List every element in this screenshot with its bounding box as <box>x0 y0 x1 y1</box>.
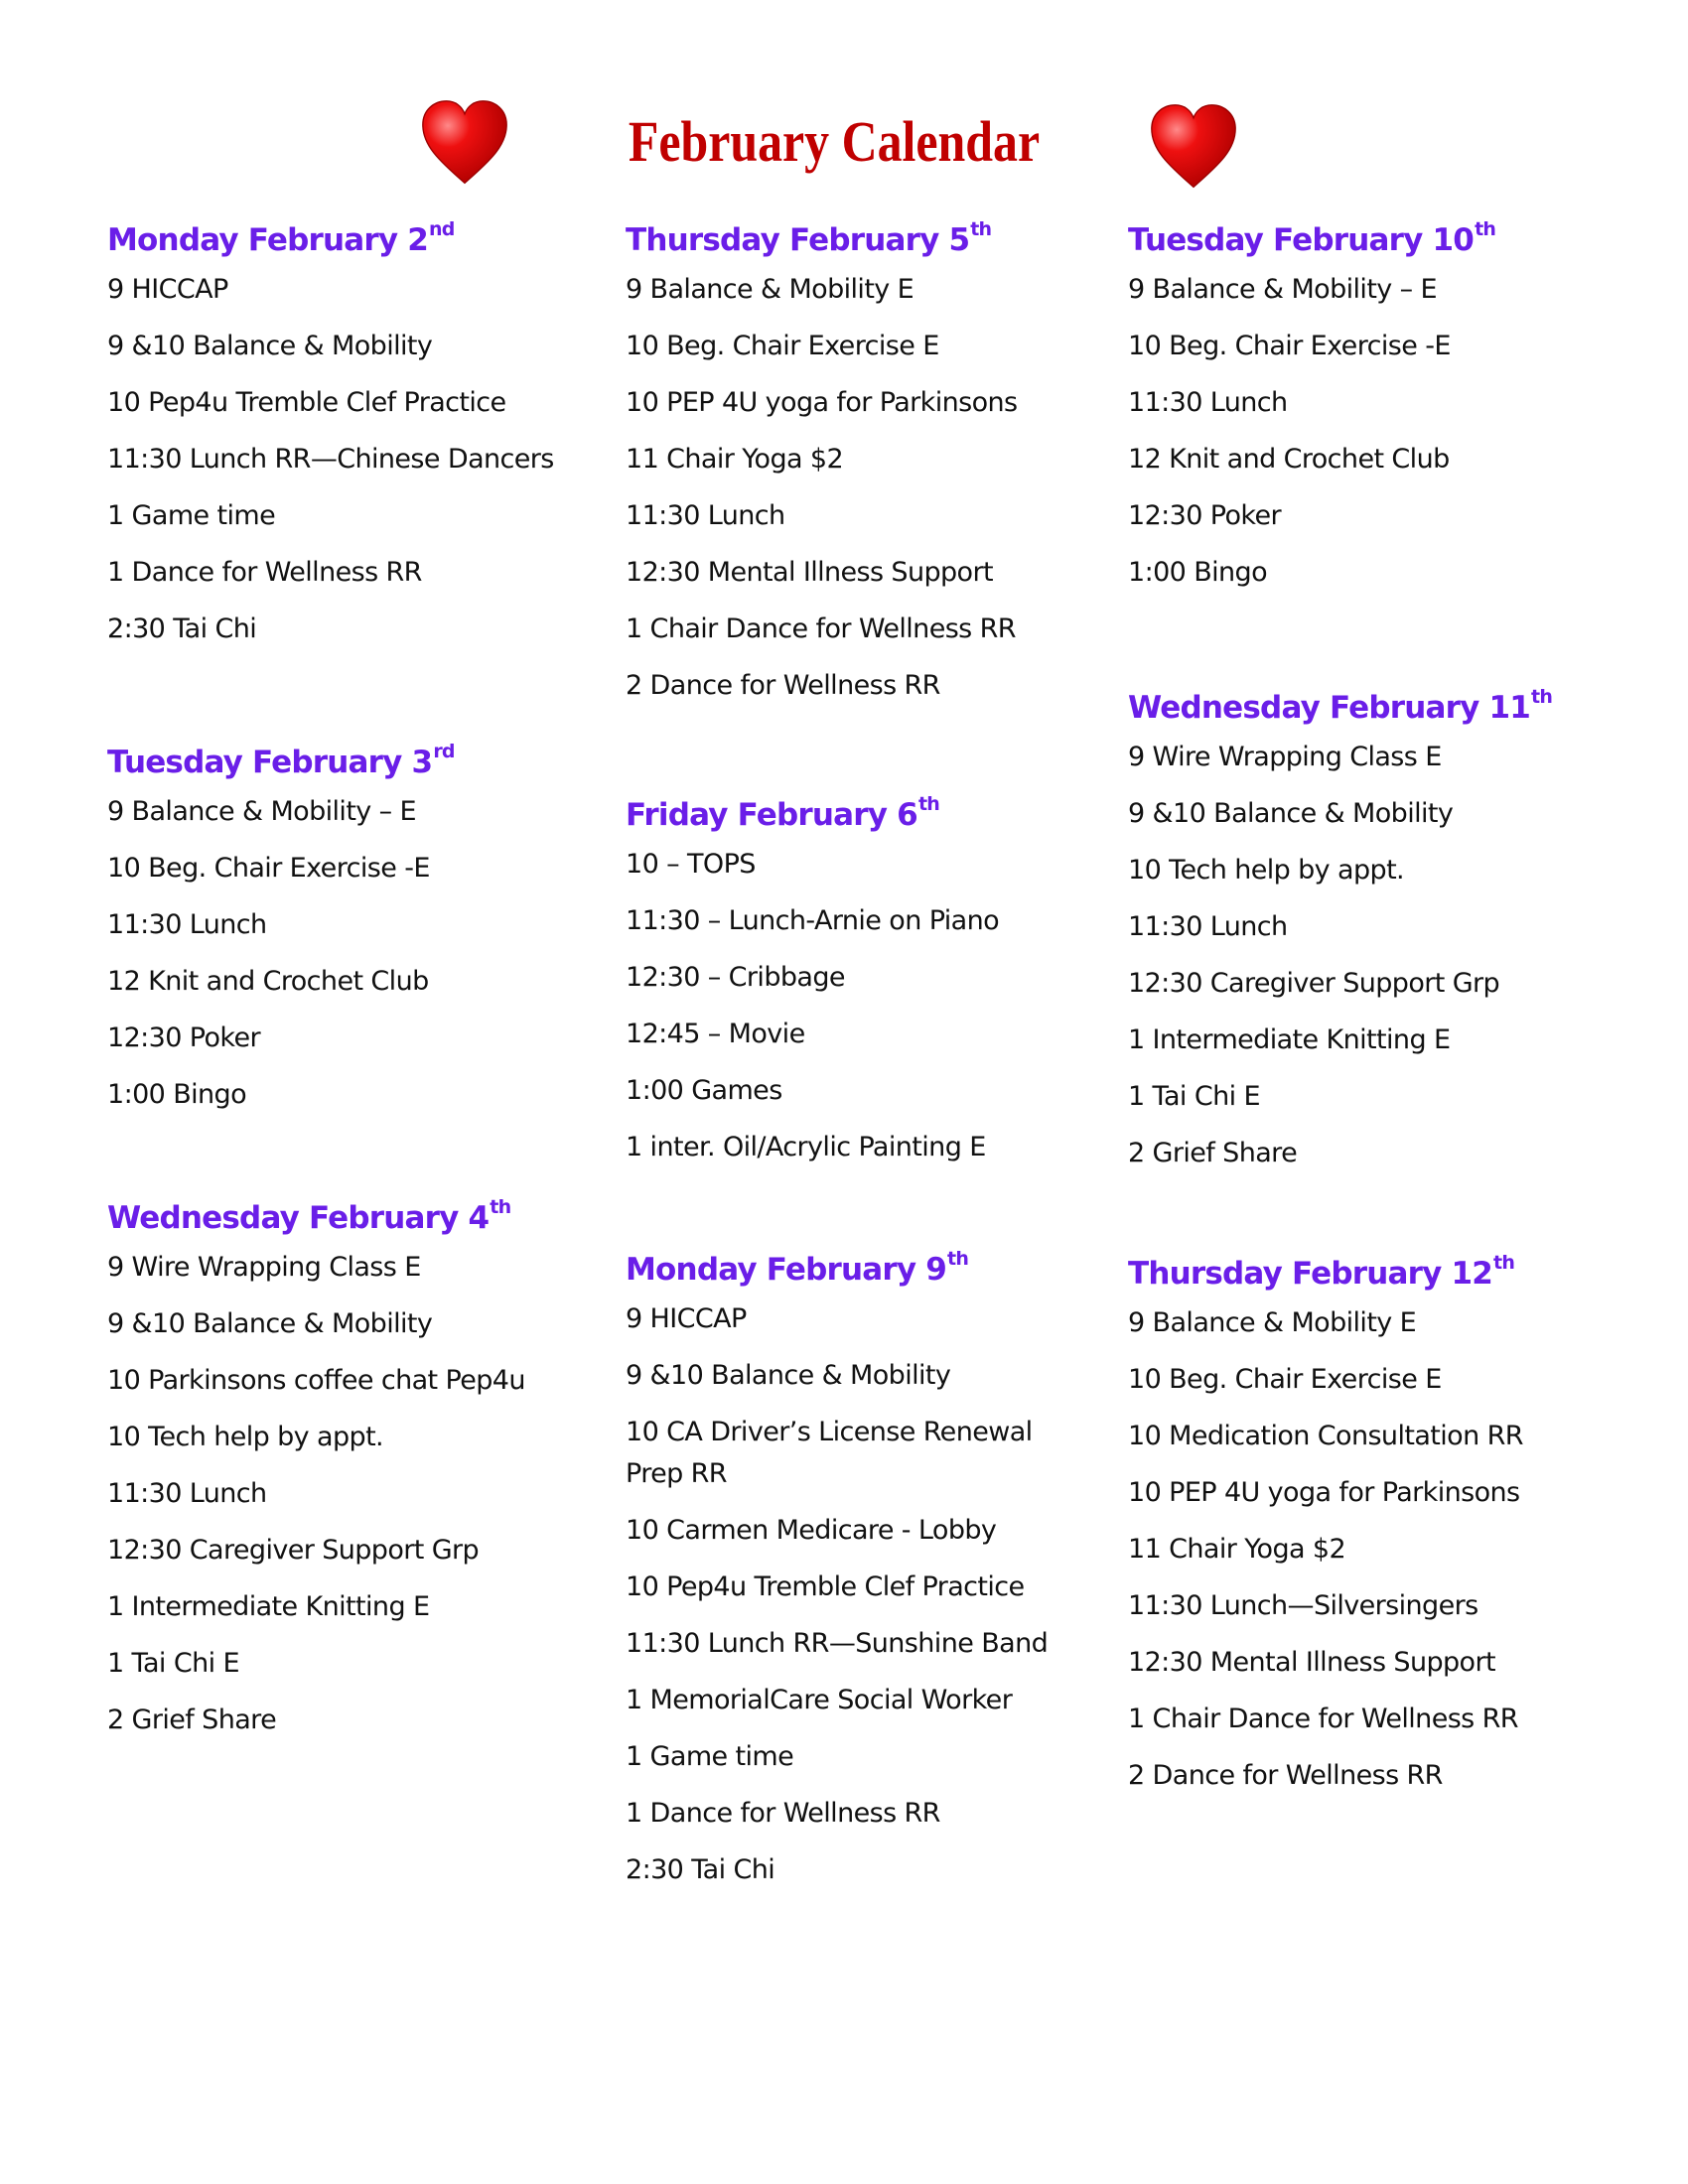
event-list <box>107 791 624 1131</box>
event-item: 9 &10 Balance & Mobility <box>107 1308 433 1339</box>
event-item: 1 Chair Dance for Wellness RR <box>1128 1704 1518 1734</box>
day-section-wednesday-feb-11 <box>1128 680 1644 1189</box>
event-item: 1:00 Bingo <box>107 1079 247 1110</box>
event-item: 9 Balance & Mobility – E <box>1128 274 1438 305</box>
event-item: 11:30 – Lunch-Arnie on Piano <box>626 905 1000 936</box>
event-item: 9 &10 Balance & Mobility <box>107 331 433 361</box>
event-item: 9 HICCAP <box>626 1303 747 1334</box>
event-item: 1 Intermediate Knitting E <box>107 1591 430 1622</box>
event-item: 10 Beg. Chair Exercise -E <box>107 853 430 884</box>
event-item: 11:30 Lunch <box>107 1478 267 1509</box>
day-heading: Thursday February 12th <box>1128 1251 1515 1292</box>
event-item: 11:30 Lunch <box>1128 911 1288 942</box>
event-item: 11:30 Lunch—Silversingers <box>1128 1590 1478 1621</box>
event-item: 9 Wire Wrapping Class E <box>1128 742 1442 772</box>
event-item: 9 Balance & Mobility – E <box>107 796 417 827</box>
event-item: 10 Tech help by appt. <box>107 1422 384 1452</box>
event-item: 11:30 Lunch RR—Sunshine Band <box>626 1628 1049 1659</box>
event-item: 12:45 – Movie <box>626 1019 805 1049</box>
event-item: 10 Parkinsons coffee chat Pep4u <box>107 1365 525 1396</box>
event-item: 12:30 Mental Illness Support <box>626 557 993 588</box>
day-section-thursday-feb-5 <box>626 212 1142 722</box>
event-item: 11:30 Lunch <box>1128 387 1288 418</box>
day-section-thursday-feb-12 <box>1128 1246 1644 1812</box>
event-item: 12:30 Mental Illness Support <box>1128 1647 1495 1678</box>
event-item: 2:30 Tai Chi <box>626 1854 775 1885</box>
event-item: 10 Pep4u Tremble Clef Practice <box>107 387 506 418</box>
event-item: 10 Beg. Chair Exercise E <box>626 331 939 361</box>
event-item: 1:00 Games <box>626 1075 782 1106</box>
day-heading: Wednesday February 4th <box>107 1195 511 1236</box>
event-item: 11:30 Lunch RR—Chinese Dancers <box>107 444 554 475</box>
event-list <box>1128 1302 1644 1812</box>
event-item: 10 – TOPS <box>626 849 756 880</box>
day-heading: Monday February 9th <box>626 1247 969 1288</box>
event-item: 11 Chair Yoga $2 <box>1128 1534 1346 1565</box>
day-heading: Thursday February 5th <box>626 217 992 258</box>
event-item: 2 Dance for Wellness RR <box>1128 1760 1443 1791</box>
event-item: 1 Intermediate Knitting E <box>1128 1024 1451 1055</box>
day-section-friday-feb-6 <box>626 787 1142 1183</box>
day-section-monday-feb-2 <box>107 212 624 665</box>
event-item: 1 inter. Oil/Acrylic Painting E <box>626 1132 986 1162</box>
event-item: 9 Wire Wrapping Class E <box>107 1252 421 1283</box>
event-list <box>1128 737 1644 1189</box>
event-list <box>626 1298 1142 1906</box>
event-item: 12:30 Caregiver Support Grp <box>1128 968 1500 999</box>
event-item: 2 Grief Share <box>1128 1138 1298 1168</box>
event-list <box>107 269 624 665</box>
event-item: 11:30 Lunch <box>626 500 785 531</box>
event-list <box>107 1247 624 1756</box>
event-item: 9 Balance & Mobility E <box>626 274 914 305</box>
day-section-monday-feb-9 <box>626 1242 1142 1906</box>
event-item: 1 Game time <box>107 500 276 531</box>
day-heading: Monday February 2nd <box>107 217 455 258</box>
event-item: 12:30 Poker <box>1128 500 1282 531</box>
day-section-tuesday-feb-10 <box>1128 212 1644 609</box>
day-heading: Tuesday February 10th <box>1128 217 1496 258</box>
event-item: 9 &10 Balance & Mobility <box>1128 798 1454 829</box>
event-item: 1 Dance for Wellness RR <box>107 557 422 588</box>
event-item: 10 PEP 4U yoga for Parkinsons <box>1128 1477 1520 1508</box>
event-item: 12:30 Poker <box>107 1023 261 1053</box>
day-heading: Wednesday February 11th <box>1128 685 1553 726</box>
event-item: 2 Grief Share <box>107 1705 277 1735</box>
day-heading: Friday February 6th <box>626 792 939 833</box>
event-item: 11:30 Lunch <box>107 909 267 940</box>
event-item: 10 Beg. Chair Exercise E <box>1128 1364 1442 1395</box>
event-item: 10 Carmen Medicare - Lobby <box>626 1515 997 1546</box>
event-item: 10 Tech help by appt. <box>1128 855 1405 886</box>
event-item: 2:30 Tai Chi <box>107 614 257 644</box>
event-item: 1 MemorialCare Social Worker <box>626 1685 1013 1715</box>
heart-icon <box>419 99 510 187</box>
event-item: 1 Game time <box>626 1741 794 1772</box>
event-item: 10 Medication Consultation RR <box>1128 1421 1523 1451</box>
event-item: 9 Balance & Mobility E <box>1128 1307 1417 1338</box>
event-item: 12:30 Caregiver Support Grp <box>107 1535 480 1566</box>
event-item: 1:00 Bingo <box>1128 557 1268 588</box>
event-item: 11 Chair Yoga $2 <box>626 444 844 475</box>
event-list <box>626 844 1142 1183</box>
event-item: 10 Beg. Chair Exercise -E <box>1128 331 1451 361</box>
event-list <box>626 269 1142 722</box>
event-item: 9 HICCAP <box>107 274 228 305</box>
event-list <box>1128 269 1644 609</box>
event-item: 2 Dance for Wellness RR <box>626 670 940 701</box>
event-item: 9 &10 Balance & Mobility <box>626 1360 951 1391</box>
event-item: 10 Pep4u Tremble Clef Practice <box>626 1571 1025 1602</box>
heart-icon <box>1148 103 1239 191</box>
page-title: February Calendar <box>628 109 1041 174</box>
event-item: 12 Knit and Crochet Club <box>107 966 429 997</box>
event-item: 1 Tai Chi E <box>107 1648 239 1679</box>
event-item: 1 Chair Dance for Wellness RR <box>626 614 1016 644</box>
day-heading: Tuesday February 3rd <box>107 740 455 780</box>
event-item: 10 CA Driver’s License Renewal Prep RR <box>626 1417 1033 1489</box>
event-item: 12:30 – Cribbage <box>626 962 845 993</box>
event-item: 1 Dance for Wellness RR <box>626 1798 940 1829</box>
event-item: 12 Knit and Crochet Club <box>1128 444 1450 475</box>
day-section-tuesday-feb-3 <box>107 735 624 1131</box>
event-item: 10 PEP 4U yoga for Parkinsons <box>626 387 1018 418</box>
day-section-wednesday-feb-4 <box>107 1190 624 1756</box>
event-item: 1 Tai Chi E <box>1128 1081 1260 1112</box>
